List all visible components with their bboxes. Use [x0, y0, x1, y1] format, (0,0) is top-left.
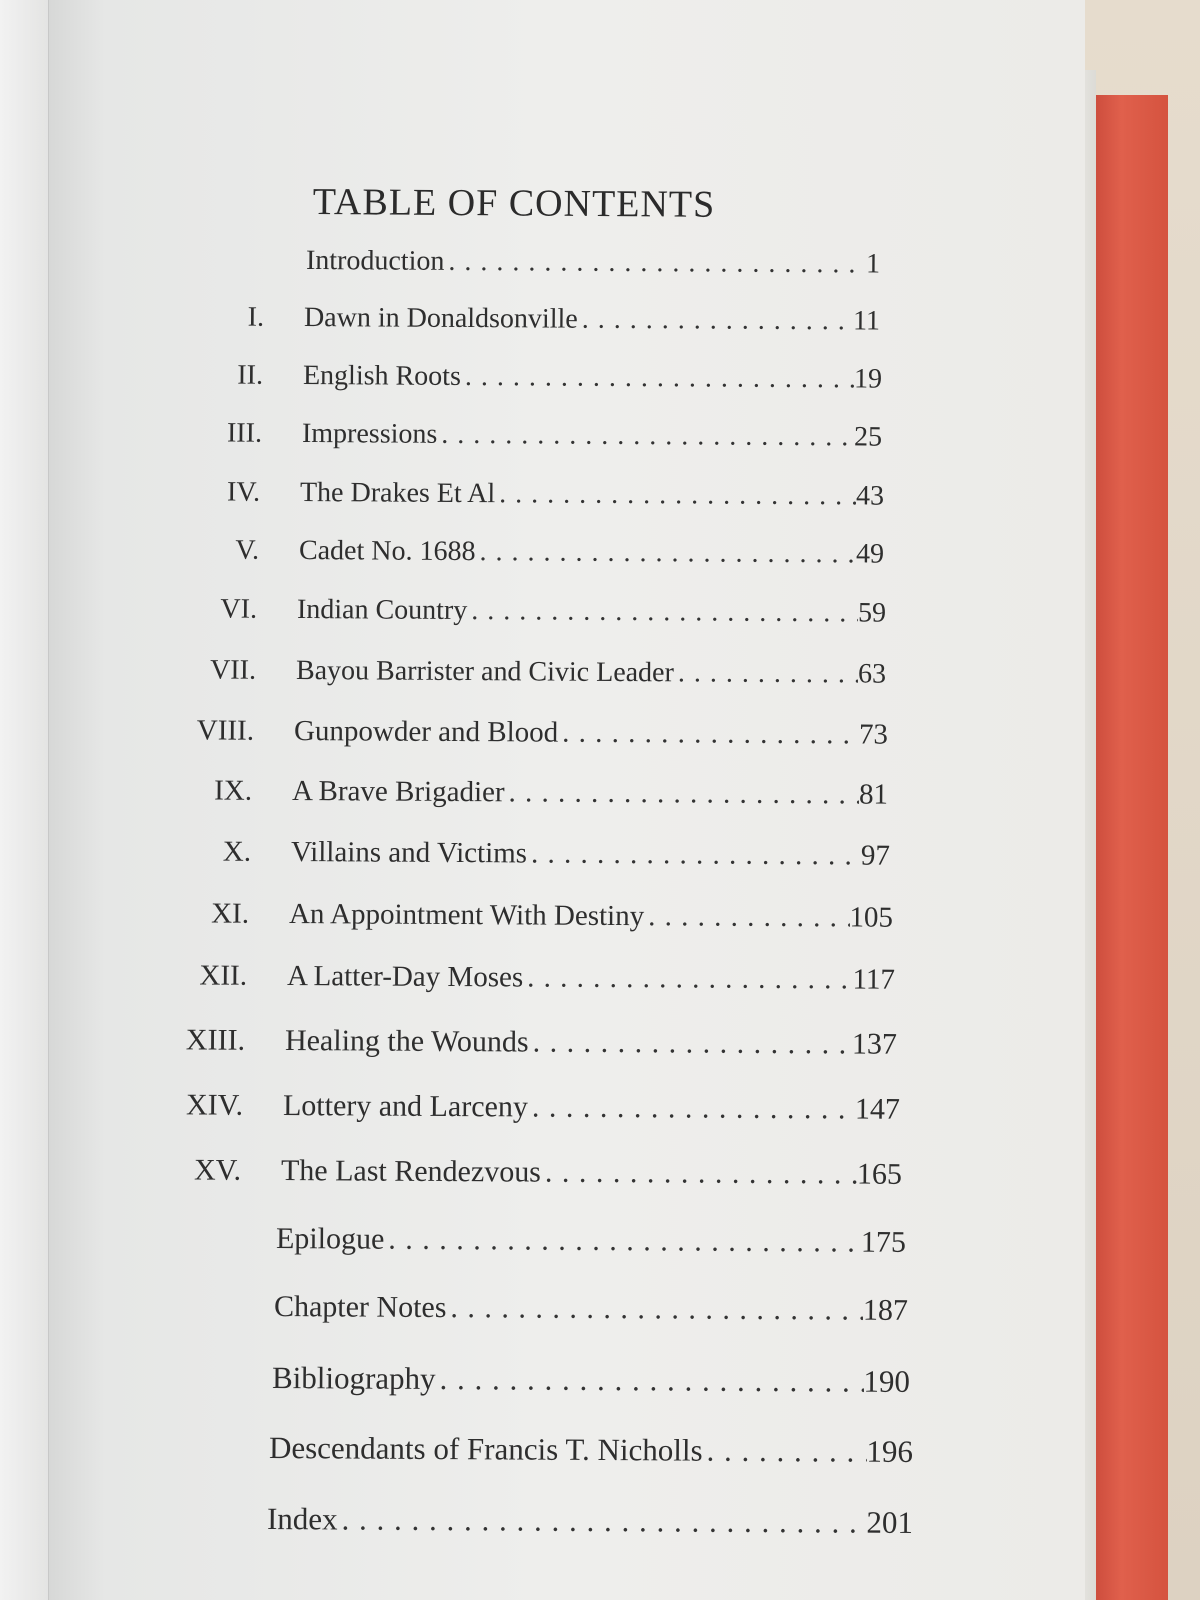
- dot-leader: [644, 900, 850, 934]
- page-number: 190: [863, 1363, 911, 1399]
- toc-entry: [226, 476, 885, 513]
- toc-entry: [199, 959, 896, 997]
- chapter-numeral: XIV.: [185, 1088, 244, 1122]
- chapter-numeral: XII.: [199, 959, 248, 992]
- page-number: 1: [865, 248, 881, 280]
- chapter-numeral: I.: [247, 301, 265, 333]
- chapter-title: A Brave Brigadier: [291, 775, 505, 809]
- chapter-numeral: XIII.: [185, 1023, 246, 1057]
- chapter-numeral: X.: [222, 835, 252, 868]
- chapter-numeral: IX.: [214, 774, 253, 807]
- chapter-title: An Appointment With Destiny: [288, 898, 645, 933]
- dot-leader: [444, 246, 866, 281]
- chapter-numeral: XV.: [193, 1153, 242, 1187]
- toc-entry: [185, 1023, 898, 1062]
- chapter-numeral: VII.: [210, 654, 257, 686]
- toc-entry: [214, 774, 889, 812]
- dot-leader: [703, 1433, 867, 1470]
- toc-entry: [196, 714, 889, 752]
- chapter-title: English Roots: [302, 360, 462, 392]
- dot-leader: [558, 717, 859, 752]
- dot-leader: [446, 1291, 863, 1328]
- chapter-title: Cadet No. 1688: [298, 535, 476, 568]
- toc-entry: [276, 1222, 906, 1260]
- page-number: 201: [866, 1504, 914, 1540]
- toc-entry: [274, 1290, 908, 1328]
- dot-leader: [505, 776, 860, 811]
- toc-entry: [235, 534, 885, 571]
- chapter-title: Healing the Wounds: [284, 1024, 529, 1059]
- chapter-numeral: VI.: [220, 593, 258, 625]
- chapter-title: Dawn in Donaldsonville: [303, 302, 578, 335]
- chapter-title: Introduction: [305, 245, 445, 277]
- chapter-numeral: XI.: [211, 897, 250, 930]
- toc-entry: [267, 1501, 913, 1541]
- dot-leader: [337, 1501, 866, 1540]
- chapter-numeral: II.: [237, 359, 264, 391]
- dot-leader: [674, 657, 858, 690]
- toc-entry: [210, 654, 887, 691]
- toc-entry: [220, 593, 887, 630]
- toc-entry: [269, 1430, 913, 1470]
- toc-entry: [237, 359, 883, 396]
- page-number: 49: [855, 538, 885, 570]
- chapter-title: The Last Rendezvous: [280, 1154, 542, 1189]
- page-number: 187: [862, 1293, 909, 1327]
- page-number: 25: [853, 421, 883, 453]
- chapter-title: Gunpowder and Blood: [293, 715, 559, 749]
- dot-leader: [527, 837, 861, 872]
- chapter-numeral: IV.: [226, 476, 261, 508]
- dot-leader: [529, 1025, 853, 1061]
- page-number: 117: [852, 963, 896, 996]
- chapter-numeral: VIII.: [196, 714, 255, 747]
- chapter-numeral: III.: [226, 417, 263, 449]
- dot-leader: [467, 595, 858, 629]
- toc-entry: [185, 1088, 901, 1127]
- dot-leader: [541, 1156, 857, 1192]
- dot-leader: [495, 478, 856, 512]
- chapter-title: Descendants of Francis T. Nicholls: [268, 1430, 703, 1468]
- dot-leader: [437, 419, 854, 454]
- dot-leader: [475, 536, 856, 570]
- toc-entry: [226, 417, 883, 454]
- dot-leader: [578, 304, 853, 338]
- chapter-title: Epilogue: [275, 1222, 385, 1256]
- chapter-title: The Drakes Et Al: [299, 477, 496, 510]
- dot-leader: [461, 361, 854, 395]
- chapter-title: Bayou Barrister and Civic Leader: [295, 655, 674, 689]
- toc-entry: [306, 245, 880, 281]
- chapter-title: Villains and Victims: [290, 836, 528, 870]
- page-number: 196: [866, 1433, 914, 1469]
- page-number: 97: [860, 839, 891, 872]
- page-number: 105: [849, 901, 894, 934]
- toc-entry: [272, 1360, 910, 1400]
- page-number: 73: [858, 718, 889, 751]
- page-number: 63: [857, 658, 887, 690]
- page-number: 19: [853, 363, 883, 395]
- dot-leader: [435, 1361, 863, 1400]
- page-number: 11: [852, 305, 881, 337]
- chapter-numeral: V.: [235, 534, 260, 566]
- chapter-title: Lottery and Larceny: [282, 1089, 528, 1124]
- toc-heading: TABLE OF CONTENTS: [312, 180, 716, 226]
- chapter-title: Indian Country: [296, 594, 468, 627]
- page-number: 165: [856, 1157, 903, 1191]
- page-number: 81: [858, 778, 889, 811]
- chapter-title: Index: [266, 1501, 338, 1537]
- page-number: 175: [860, 1225, 907, 1259]
- toc-entry: [222, 835, 891, 873]
- page-number: 59: [857, 597, 887, 629]
- toc-entry: [247, 301, 881, 338]
- dot-leader: [384, 1223, 861, 1260]
- page-number: 147: [854, 1092, 901, 1126]
- chapter-title: A Latter-Day Moses: [286, 960, 524, 994]
- toc-entry: [193, 1153, 903, 1192]
- dot-leader: [523, 961, 853, 996]
- chapter-title: Chapter Notes: [273, 1290, 447, 1325]
- toc-entry: [211, 897, 894, 935]
- page-number: 137: [851, 1027, 898, 1061]
- page-number: 43: [855, 480, 885, 512]
- dot-leader: [528, 1090, 855, 1126]
- chapter-title: Bibliography: [271, 1360, 436, 1396]
- chapter-title: Impressions: [301, 418, 438, 450]
